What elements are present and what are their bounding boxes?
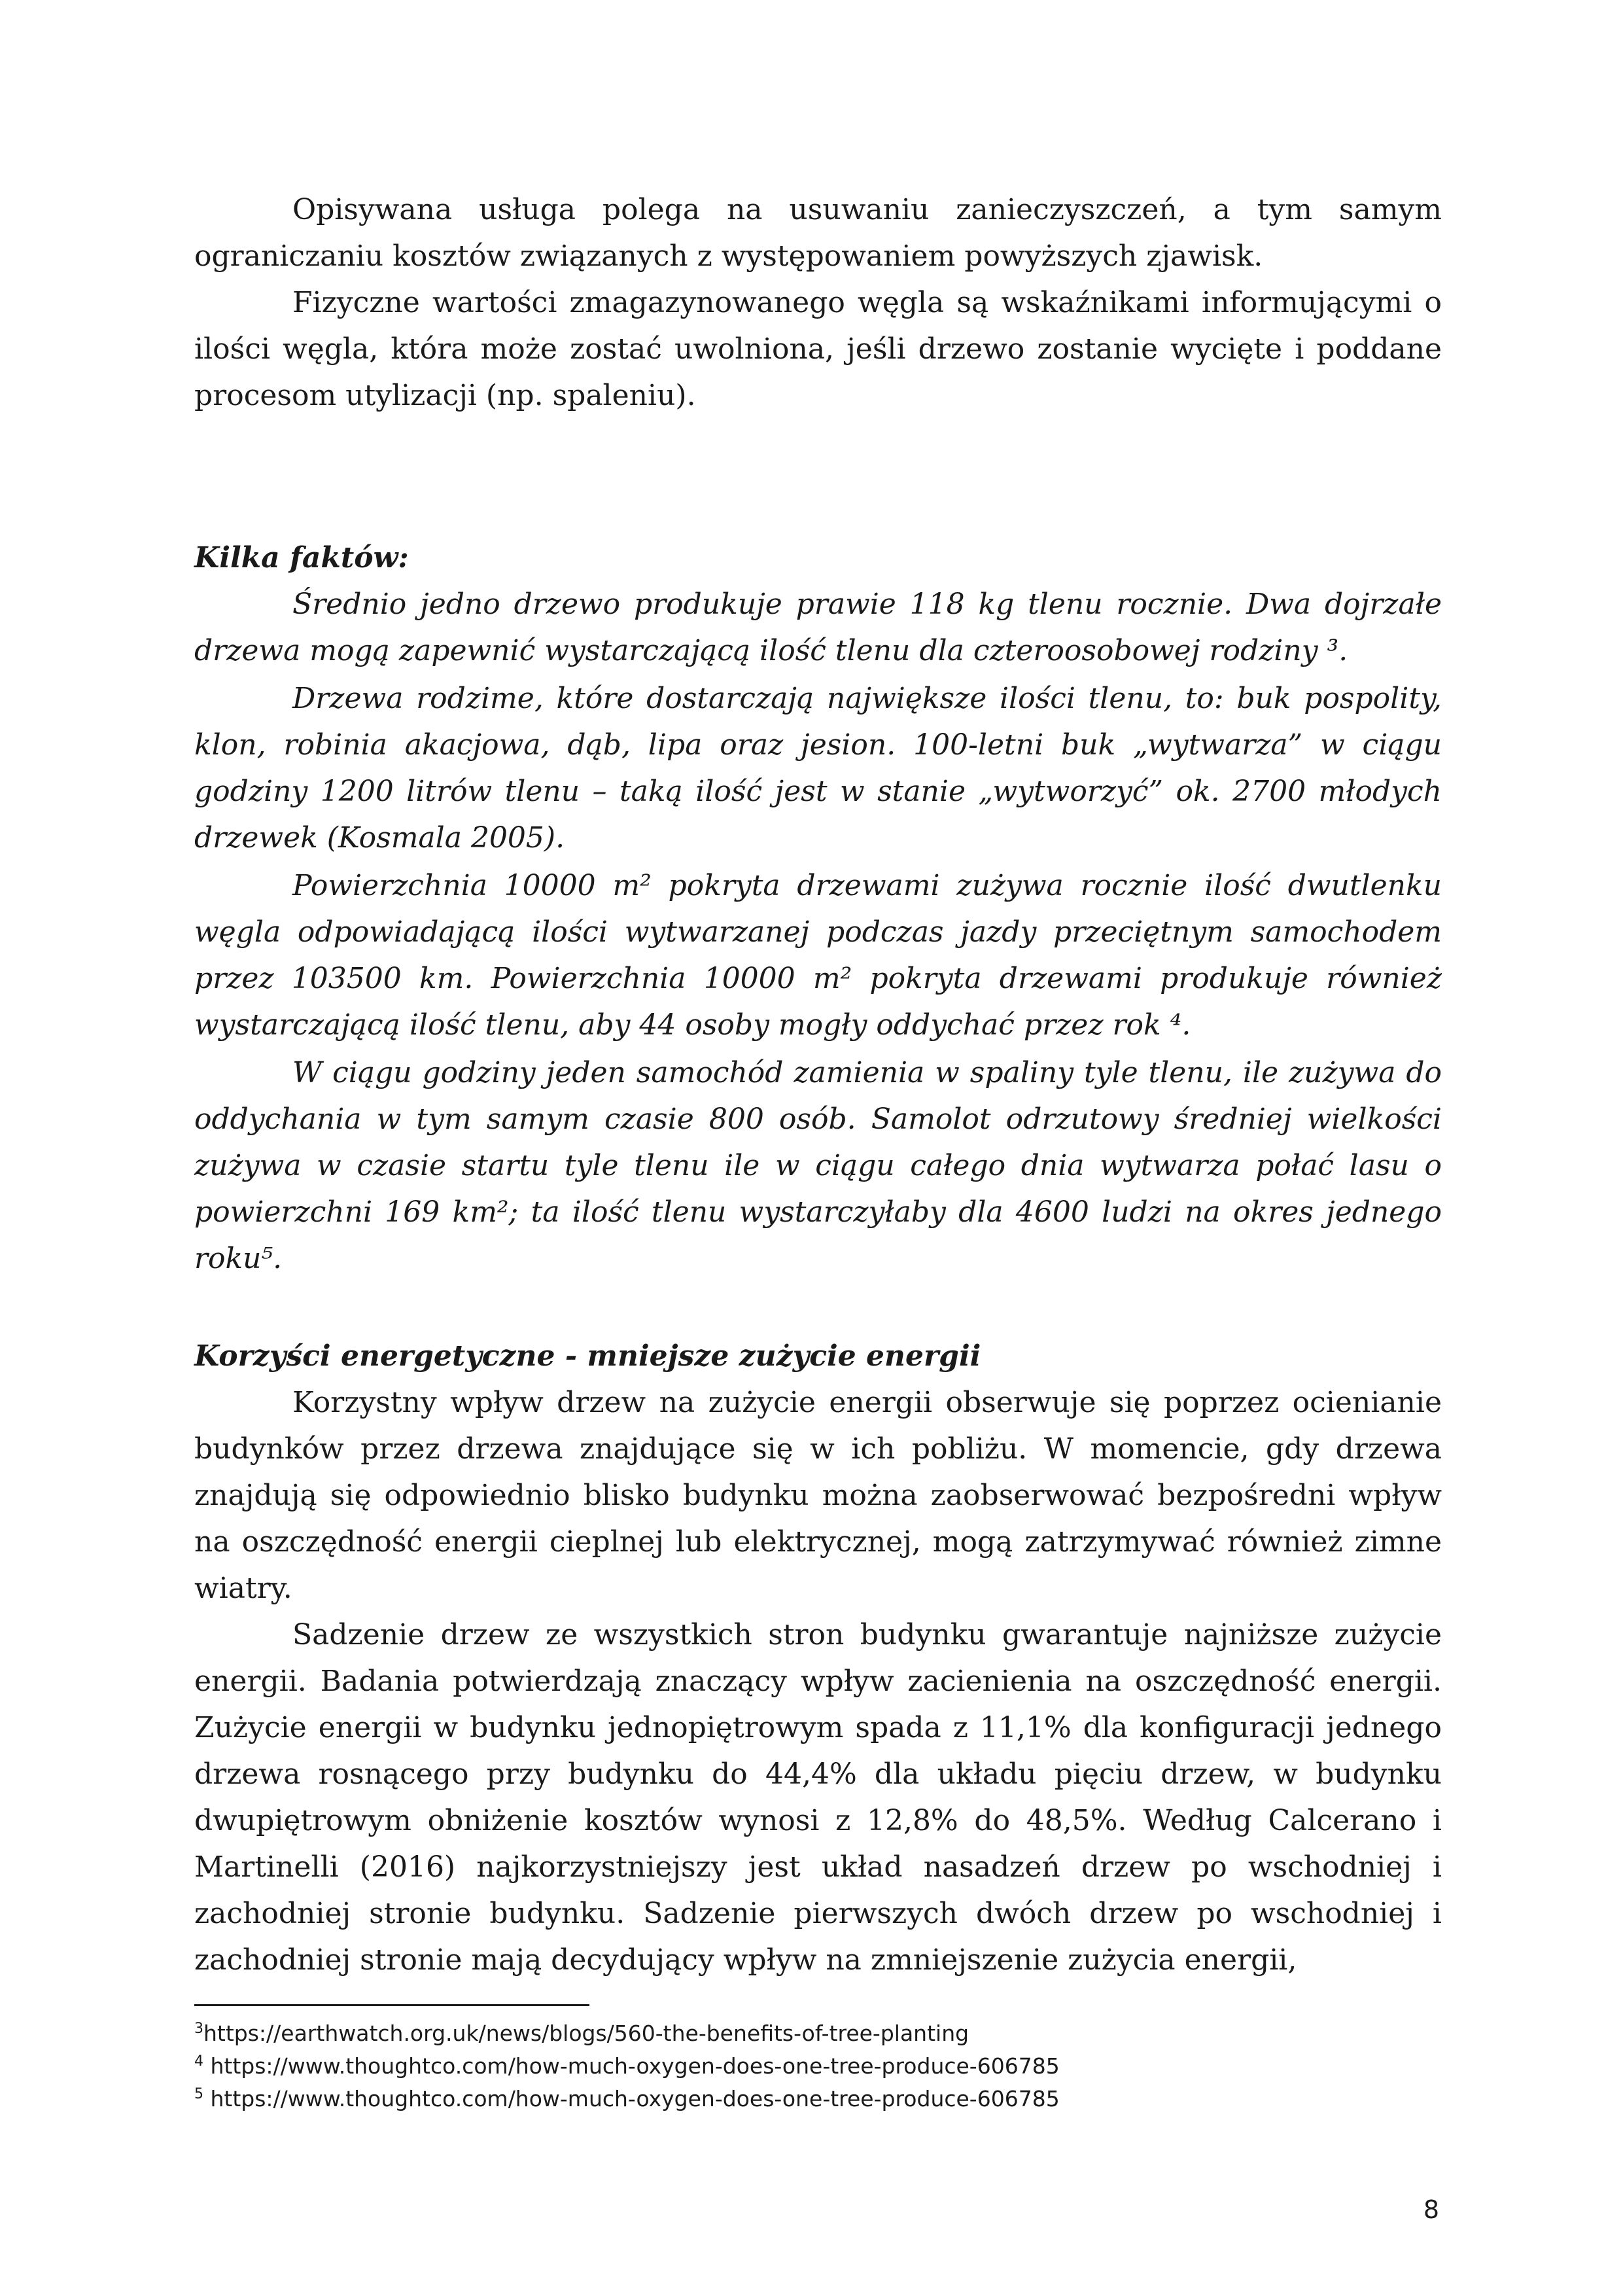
paragraph-fact-oxygen: Średnio jedno drzewo produkuje prawie 118 kg tlenu rocznie. Dwa dojrzałe drzewa mogą zapewnić wystarczającą ilość tlenu dla czteroosobowej rodziny ³. [194,588,1442,667]
footnote-4 [194,2050,1442,2083]
section-heading-energy: Korzyści energetyczne - mniejsze zużycie energii [194,1339,981,1373]
paragraph-energy-planting: Sadzenie drzew ze wszystkich stron budynku gwarantuje najniższe zużycie energii. Badania potwierdzają znaczący wpływ zacienienia na oszczędność energii. Zużycie energii w budynku jednopiętrowym spada z 11,1% dla konfiguracji jednego drzewa rosnącego przy budynku do 44,4% dla układu pięciu drzew, w budynku dwupiętrowym obniżenie kosztów wynosi z 12,8% do 48,5%. Według Calcerano i Martinelli (2016) najkorzystniejszy jest układ nasadzeń drzew po wschodniej i zachodniej stronie budynku. Sadzenie pierwszych dwóch drzew po wschodniej i zachodniej stronie mają decydujący wpływ na zmniejszenie zużycia energii, [194,1618,1442,1977]
paragraph-carbon-storage: Fizyczne wartości zmagazynowanego węgla są wskaźnikami informującymi o ilości węgla, która może zostać uwolniona, jeśli drzewo zostanie wycięte i poddane procesom utylizacji (np. spaleniu). [194,286,1442,412]
footnote-mark: 3 [194,2021,203,2037]
footnote-link[interactable]: https://www.thoughtco.com/how-much-oxygen-does-one-tree-produce-606785 [203,2086,1060,2111]
paragraph-fact-native-trees: Drzewa rodzime, które dostarczają największe ilości tlenu, to: buk pospolity, klon, robinia akacjowa, dąb, lipa oraz jesion. 100-letni buk „wytwarza” w ciągu godziny 1200 litrów tlenu – taką ilość jest w stanie „wytworzyć” ok. 2700 młodych drzewek (Kosmala 2005). [194,682,1442,855]
spacer [194,1282,1442,1333]
paragraph-fact-area: Powierzchnia 10000 m² pokryta drzewami zużywa rocznie ilość dwutlenku węgla odpowiadającą ilości wytwarzanej podczas jazdy przeciętnym samochodem przez 103500 km. Powierzchnia 10000 m² pokryta drzewami produkuje również wystarczającą ilość tlenu, aby 44 osoby mogły oddychać przez rok ⁴. [194,869,1442,1042]
footnote-separator [194,2004,589,2006]
paragraph-pollution-service: Opisywana usługa polega na usuwaniu zanieczyszczeń, a tym samym ograniczaniu kosztów związanych z występowaniem powyższych zjawisk. [194,193,1442,273]
section-heading-facts: Kilka faktów: [194,541,409,574]
footnote-3 [194,2017,1442,2050]
footnote-link[interactable]: https://www.thoughtco.com/how-much-oxygen-does-one-tree-produce-606785 [203,2053,1060,2079]
footnote-5 [194,2083,1442,2115]
footnote-link[interactable]: https://earthwatch.org.uk/news/blogs/560-the-benefits-of-tree-planting [203,2021,969,2046]
spacer [194,419,1442,535]
footnotes [194,2017,1442,2115]
footnote-mark: 4 [194,2053,203,2070]
page-number: 8 [1423,2195,1439,2224]
paragraph-energy-shading: Korzystny wpływ drzew na zużycie energii obserwuje się poprzez ocienianie budynków przez drzewa znajdujące się w ich pobliżu. W momencie, gdy drzewa znajdują się odpowiednio blisko budynku można zaobserwować bezpośredni wpływ na oszczędność energii cieplnej lub elektrycznej, mogą zatrzymywać również zimne wiatry. [194,1386,1442,1605]
footnote-mark: 5 [194,2086,203,2102]
paragraph-fact-car-plane: W ciągu godziny jeden samochód zamienia w spaliny tyle tlenu, ile zużywa do oddychania w tym samym czasie 800 osób. Samolot odrzutowy średniej wielkości zużywa w czasie startu tyle tlenu ile w ciągu całego dnia wytwarza połać lasu o powierzchni 169 km²; ta ilość tlenu wystarczyłaby dla 4600 ludzi na okres jednego roku⁵. [194,1056,1442,1275]
page-body [194,186,1442,1983]
